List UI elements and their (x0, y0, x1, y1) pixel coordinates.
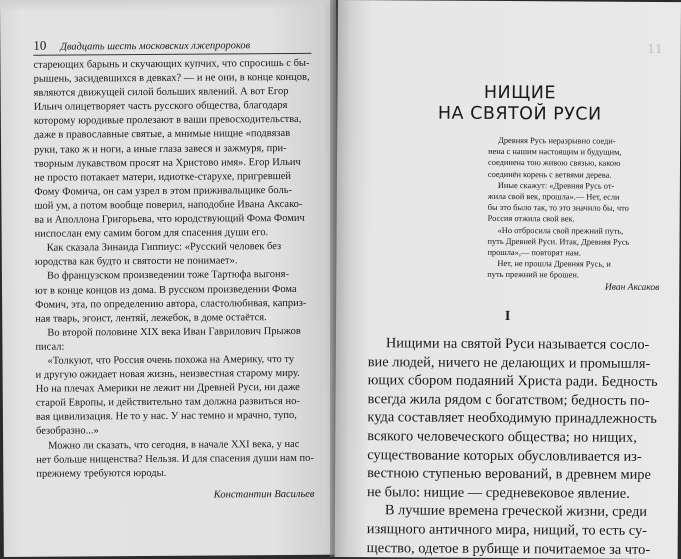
text-line: писал: (35, 341, 65, 353)
epigraph-line: Иные скажут: «Древняя Русь от- (497, 180, 615, 191)
text-line: вие людей, ничего не делающих и промышля- (367, 353, 651, 372)
text-line: которому юродивые пролезают в ваши превосходительства, (33, 114, 302, 128)
text-line: Ильич олицетворяет часть русского общества, благодаря (33, 100, 288, 114)
text-line: куда составляет необходимую принадлежность (367, 409, 657, 428)
text-line: всегда жила рядом с богатством; бедность по- (367, 390, 650, 409)
left-body-text (33, 57, 314, 504)
epigraph-line: прошла»,— повторят нам. (487, 247, 581, 258)
text-line: руки, тако ж и ноги, а иные глаза завеся и зажмуря, при- (34, 142, 287, 156)
text-line: старой Европы, и действительно там должна развиться но- (35, 396, 300, 410)
text-line: рышень, засидевшихся в девках? — и не они, в конце концов, (33, 71, 310, 85)
text-line: В лучшие времена греческой жизни, среди (384, 502, 648, 521)
text-line: безобразно...» (35, 425, 99, 438)
section-number: I (504, 309, 511, 325)
epigraph-line: «Но отбросила свой прежний путь, (497, 225, 624, 236)
ghost-page-number: 11 (647, 41, 663, 56)
text-line: стареющих барынь и скучающих купчих, что спросишь с бы- (33, 57, 310, 71)
text-line: ющих сбором подаяний Христа ради. Бедность (367, 372, 658, 391)
epigraph (487, 135, 660, 282)
chapter-title (397, 82, 642, 125)
text-line: являются движущей силой больших явлений. А вот Егор (33, 86, 289, 99)
text-line: ют в конце концов из дома. В русском произведении Фома (34, 283, 297, 297)
text-line: щество, одетое в рубище и почитаемое за что- (366, 539, 651, 558)
text-line: ва и Аполлона Григорьева, что юродствующий Фома Фомич (34, 212, 305, 226)
text-line: не просто потакает матери, идиотке-старухе, пригревшей (34, 170, 292, 184)
text-line: Во второй половине XIX века Иван Гаврилович Прыжов (47, 325, 301, 339)
epigraph-line: нена с нашим настоящим и будущим, (488, 147, 622, 157)
page-shadow (0, 0, 336, 12)
text-line: Можно ли сказать, что сегодня, в начале XXI века, у нас (48, 438, 300, 452)
text-line: даже в православные святые, а мнимые нищие «подвязав (33, 128, 291, 142)
running-title: Двадцать шесть московских лжепророков (60, 40, 251, 53)
chapter-title-line: НА СВЯТОЙ РУСИ (437, 103, 602, 125)
epigraph-line: бы это было так, то это значило бы, что (487, 203, 629, 213)
left-page (0, 0, 340, 557)
epigraph-line: путь прежний не брошен. (487, 270, 579, 280)
right-page (335, 0, 681, 559)
running-head (33, 36, 311, 54)
text-line: не было: нищие — средневековое явление. (366, 483, 630, 502)
text-line: прежнему требуются юроды. (36, 467, 167, 480)
text-line: и другую ожидает новая жизнь, неизвестная старому миру. (35, 367, 300, 381)
text-line: творным лукавством просят на Христово имя». Егор Ильич (34, 156, 301, 170)
epigraph-line: Россия отжила свой век. (487, 214, 575, 224)
chapter-title-line: НИЩИЕ (483, 82, 557, 104)
text-line: Фомич, эта, по определению автора, сластолюбивая, каприз- (35, 297, 307, 311)
epigraph-line: путь Древней Руси. Итак, Древняя Русь (487, 236, 630, 247)
text-line: «Толкуют, что Россия очень похожа на Америку, что ту (47, 353, 295, 367)
text-line: всякого человеческого общества; но нищих, (367, 428, 637, 446)
text-line: ная тварь, эгоист, лентяй, лежебок, в доме остаётся. (35, 311, 267, 325)
epigraph-author: Иван Аксаков (604, 282, 660, 293)
epigraph-line: жила свой век, прошла».— Нет, если (487, 191, 620, 202)
text-line: изящного античного мира, нищий, то есть су- (366, 521, 648, 539)
text-line: Но на плечах Америки не лежит ни Древней Руси, ни даже (35, 382, 300, 395)
author-signature: Константин Васильев (213, 488, 315, 501)
epigraph-line: соединена тою живою связью, какою (487, 158, 621, 169)
text-line: ниспослан ему самим богом для спасения души его. (34, 227, 269, 240)
text-line: вая цивилизация. Не то у нас. У нас темно и мрачно, тупо, (35, 410, 297, 424)
text-line: Нищими на святой Руси называется сосло- (385, 335, 650, 353)
text-line: вестною ступенью верований, в древнем мире (367, 465, 651, 484)
epigraph-line: Нет, не прошла Древняя Русь, и (497, 259, 611, 269)
epigraph-line: соединён корень с ветвями дерева. (487, 169, 612, 180)
text-line: Как сказала Зинаида Гиппиус: «Русский человек без (46, 241, 282, 254)
right-body-text (367, 334, 658, 559)
text-line: шой ум, а потом вообще поверил, наподобие Ивана Аксако- (34, 198, 303, 212)
epigraph-line: Древняя Русь неразрывно соеди- (498, 135, 616, 146)
text-line: нет больше нищенства? Нельзя. И для спасения души нам по- (36, 452, 314, 466)
text-line: Фому Фомича, он сам узрел в этом приживальщике боль- (34, 184, 293, 198)
text-line: существование которых обусловливается из- (367, 446, 642, 465)
text-line: Во французском произведении тоже Тартюфа выгоня- (46, 269, 290, 283)
page-number: 10 (33, 37, 47, 53)
text-line: юродства как будто и святости не понимает». (34, 255, 238, 269)
